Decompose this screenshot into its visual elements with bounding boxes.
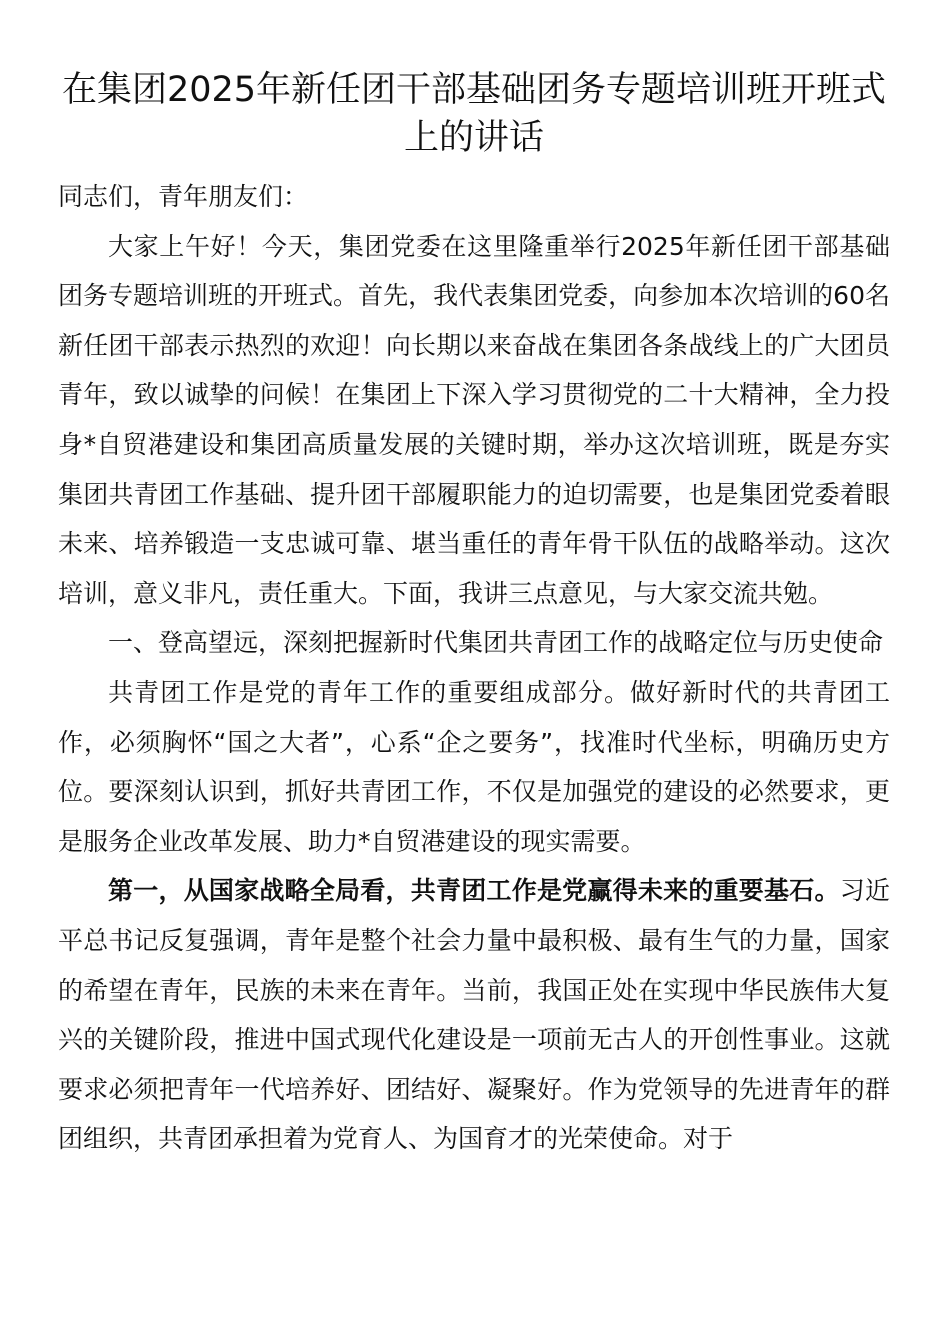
- document-page: [58, 66, 890, 1164]
- point-1-body: 习近平总书记反复强调，青年是整个社会力量中最积极、最有生气的力量，国家的希望在青年，民族的未来在青年。当前，我国正处在实现中华民族伟大复兴的关键阶段，推进中国式现代化建设是一项前无古人的开创性事业。这就要求必须把青年一代培养好、团结好、凝聚好。作为党领导的先进青年的群团组织，共青团承担着为党育人、为国育才的光荣使命。对于: [58, 876, 890, 1154]
- point-1-paragraph: [58, 866, 890, 1164]
- salutation: 同志们，青年朋友们：: [58, 182, 309, 211]
- section-1-heading: 一、登高望远，深刻把握新时代集团共青团工作的战略定位与历史使命: [108, 628, 884, 658]
- document-title: 在集团2025年新任团干部基础团务专题培训班开班式上的讲话: [61, 70, 887, 158]
- point-1-lead: 第一，从国家战略全局看，共青团工作是党赢得未来的重要基石。: [108, 876, 840, 906]
- intro-paragraph: 大家上午好！今天，集团党委在这里隆重举行2025年新任团干部基础团务专题培训班的开班式。首先，我代表集团党委，向参加本次培训的60名新任团干部表示热烈的欢迎！向长期以来奋战在集团各条战线上的广大团员青年，致以诚挚的问候！在集团上下深入学习贯彻党的二十大精神，全力投身*自贸港建设和集团高质量发展的关键时期，举办这次培训班，既是夯实集团共青团工作基础、提升团干部履职能力的迫切需要，也是集团党委着眼未来、培养锻造一支忠诚可靠、堪当重任的青年骨干队伍的战略举动。这次培训，意义非凡，责任重大。下面，我讲三点意见，与大家交流共勉。: [58, 231, 890, 608]
- section-1-body: 共青团工作是党的青年工作的重要组成部分。做好新时代的共青团工作，必须胸怀“国之大者”，心系“企之要务”，找准时代坐标，明确历史方位。要深刻认识到，抓好共青团工作，不仅是加强党的建设的必然要求，更是服务企业改革发展、助力*自贸港建设的现实需要。: [58, 677, 890, 856]
